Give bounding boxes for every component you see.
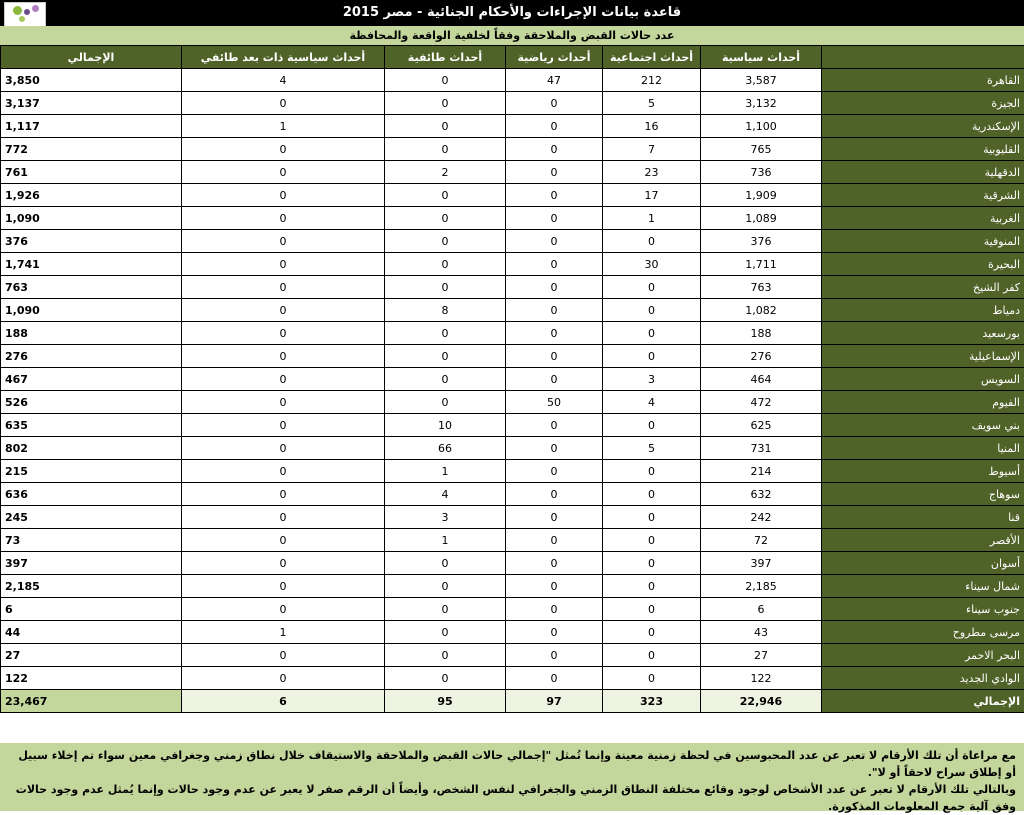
value-cell: 0 (385, 115, 506, 138)
table-row (1, 230, 1024, 253)
value-cell: 0 (182, 529, 385, 552)
value-cell: 276 (701, 345, 822, 368)
governorate-cell: الفيوم (822, 391, 1024, 414)
value-cell: 763 (701, 276, 822, 299)
value-cell: 0 (506, 598, 603, 621)
value-cell: 0 (385, 552, 506, 575)
value-cell: 0 (506, 437, 603, 460)
value-cell: 4 (182, 69, 385, 92)
value-cell: 0 (603, 230, 701, 253)
value-cell: 2 (385, 161, 506, 184)
value-cell: 17 (603, 184, 701, 207)
value-cell: 736 (701, 161, 822, 184)
value-cell: 1,711 (701, 253, 822, 276)
total-cell: 1,090 (1, 207, 182, 230)
table-row (1, 437, 1024, 460)
value-cell: 6 (701, 598, 822, 621)
total-cell: 467 (1, 368, 182, 391)
value-cell: 95 (385, 690, 506, 713)
total-cell: 27 (1, 644, 182, 667)
value-cell: 0 (506, 115, 603, 138)
value-cell: 0 (506, 230, 603, 253)
governorate-cell: بورسعيد (822, 322, 1024, 345)
value-cell: 0 (385, 345, 506, 368)
governorate-cell: دمياط (822, 299, 1024, 322)
value-cell: 0 (506, 506, 603, 529)
page-title: قاعدة بيانات الإجراءات والأحكام الجنائية - مصر 2015 (0, 0, 1024, 26)
value-cell: 0 (603, 460, 701, 483)
table-row (1, 575, 1024, 598)
value-cell: 1,089 (701, 207, 822, 230)
value-cell: 1 (385, 529, 506, 552)
value-cell: 0 (506, 138, 603, 161)
value-cell: 6 (182, 690, 385, 713)
column-header: أحداث رياضية (506, 46, 603, 69)
logo-dot-icon (19, 16, 25, 22)
value-cell: 0 (506, 575, 603, 598)
value-cell: 0 (603, 276, 701, 299)
total-row (1, 690, 1024, 713)
total-cell: 215 (1, 460, 182, 483)
table-subtitle: عدد حالات القبض والملاحقة وفقاً لخلفية الواقعة والمحافظة (0, 26, 1024, 45)
value-cell: 765 (701, 138, 822, 161)
governorate-cell: الدقهلية (822, 161, 1024, 184)
value-cell: 0 (385, 253, 506, 276)
total-cell: 2,185 (1, 575, 182, 598)
value-cell: 8 (385, 299, 506, 322)
data-table (0, 45, 1024, 713)
governorate-cell: قنا (822, 506, 1024, 529)
value-cell: 0 (385, 368, 506, 391)
value-cell: 0 (603, 621, 701, 644)
value-cell: 0 (506, 92, 603, 115)
value-cell: 23 (603, 161, 701, 184)
value-cell: 0 (506, 414, 603, 437)
value-cell: 0 (182, 483, 385, 506)
value-cell: 2,185 (701, 575, 822, 598)
governorate-cell: جنوب سيناء (822, 598, 1024, 621)
value-cell: 50 (506, 391, 603, 414)
value-cell: 0 (603, 667, 701, 690)
total-cell: 761 (1, 161, 182, 184)
value-cell: 0 (603, 575, 701, 598)
value-cell: 0 (385, 621, 506, 644)
value-cell: 0 (603, 322, 701, 345)
value-cell: 212 (603, 69, 701, 92)
table-row (1, 621, 1024, 644)
value-cell: 0 (182, 230, 385, 253)
value-cell: 16 (603, 115, 701, 138)
governorate-cell: المنيا (822, 437, 1024, 460)
governorate-cell: القاهرة (822, 69, 1024, 92)
value-cell: 1 (603, 207, 701, 230)
value-cell: 0 (506, 276, 603, 299)
table-row (1, 92, 1024, 115)
table-row (1, 644, 1024, 667)
total-cell: 73 (1, 529, 182, 552)
table-row (1, 368, 1024, 391)
value-cell: 0 (385, 322, 506, 345)
value-cell: 0 (506, 299, 603, 322)
value-cell: 464 (701, 368, 822, 391)
value-cell: 3,132 (701, 92, 822, 115)
footnote-line: وبالتالي تلك الأرقام لا تعبر عن عدد الأشخاص لوجود وقائع مختلفة النطاق الزمني والجغرافي لنفس الشخص، وأيضاً أن الرقم صفر لا يعبر عن عدم وجود حالات وإنما يُمثل عدم وجود حالات وفق آلية جمع المعلومات المذكورة. (8, 781, 1016, 815)
value-cell: 0 (603, 506, 701, 529)
total-cell: 763 (1, 276, 182, 299)
value-cell: 0 (182, 575, 385, 598)
governorate-cell: الإسماعيلية (822, 345, 1024, 368)
total-cell: 122 (1, 667, 182, 690)
value-cell: 0 (603, 483, 701, 506)
total-cell: 188 (1, 322, 182, 345)
value-cell: 0 (385, 644, 506, 667)
value-cell: 0 (182, 414, 385, 437)
table-row (1, 460, 1024, 483)
total-cell: 3,850 (1, 69, 182, 92)
value-cell: 0 (182, 460, 385, 483)
value-cell: 0 (182, 391, 385, 414)
value-cell: 47 (506, 69, 603, 92)
value-cell: 5 (603, 92, 701, 115)
value-cell: 0 (385, 207, 506, 230)
value-cell: 0 (506, 161, 603, 184)
governorate-cell: السويس (822, 368, 1024, 391)
value-cell: 0 (506, 184, 603, 207)
table-row (1, 69, 1024, 92)
value-cell: 731 (701, 437, 822, 460)
governorate-cell: الغربية (822, 207, 1024, 230)
value-cell: 0 (385, 230, 506, 253)
total-cell: 1,090 (1, 299, 182, 322)
table-row (1, 483, 1024, 506)
table-row (1, 207, 1024, 230)
table-row (1, 276, 1024, 299)
total-cell: 636 (1, 483, 182, 506)
total-cell: 772 (1, 138, 182, 161)
value-cell: 0 (506, 322, 603, 345)
governorate-cell: أسيوط (822, 460, 1024, 483)
value-cell: 397 (701, 552, 822, 575)
value-cell: 188 (701, 322, 822, 345)
value-cell: 625 (701, 414, 822, 437)
governorate-cell: شمال سيناء (822, 575, 1024, 598)
value-cell: 0 (385, 598, 506, 621)
value-cell: 0 (182, 161, 385, 184)
table-row (1, 414, 1024, 437)
total-cell: 245 (1, 506, 182, 529)
value-cell: 0 (182, 506, 385, 529)
footnote-line: مع مراعاة أن تلك الأرقام لا تعبر عن عدد المحبوسين في لحظة زمنية معينة وإنما تُمثل "إجمالي حالات القبض والملاحقة والاستيقاف خلال نطاق زمني وجغرافي معين سواء تم إخلاء سبيل أو إطلاق سراح لاحقاً أو لا". (8, 747, 1016, 781)
value-cell: 0 (506, 460, 603, 483)
value-cell: 632 (701, 483, 822, 506)
value-cell: 66 (385, 437, 506, 460)
total-cell: 1,741 (1, 253, 182, 276)
value-cell: 0 (385, 391, 506, 414)
table-row (1, 529, 1024, 552)
table-row (1, 299, 1024, 322)
value-cell: 30 (603, 253, 701, 276)
value-cell: 0 (506, 368, 603, 391)
value-cell: 22,946 (701, 690, 822, 713)
logo-dot-icon (13, 6, 22, 15)
total-cell: 397 (1, 552, 182, 575)
total-cell: 1,117 (1, 115, 182, 138)
column-header: الإجمالي (1, 46, 182, 69)
table-row (1, 115, 1024, 138)
table-row (1, 598, 1024, 621)
table-row (1, 667, 1024, 690)
value-cell: 0 (182, 644, 385, 667)
value-cell: 7 (603, 138, 701, 161)
table-row (1, 253, 1024, 276)
value-cell: 0 (182, 276, 385, 299)
value-cell: 122 (701, 667, 822, 690)
value-cell: 0 (506, 345, 603, 368)
value-cell: 3,587 (701, 69, 822, 92)
value-cell: 0 (385, 667, 506, 690)
value-cell: 1 (385, 460, 506, 483)
value-cell: 214 (701, 460, 822, 483)
governorate-cell: الإسكندرية (822, 115, 1024, 138)
value-cell: 0 (182, 138, 385, 161)
header-row (1, 46, 1024, 69)
governorate-cell: البحر الاحمر (822, 644, 1024, 667)
column-header: أحداث طائفية (385, 46, 506, 69)
value-cell: 10 (385, 414, 506, 437)
value-cell: 0 (603, 644, 701, 667)
value-cell: 0 (506, 552, 603, 575)
value-cell: 0 (182, 667, 385, 690)
header-corner (822, 46, 1024, 69)
total-cell: 3,137 (1, 92, 182, 115)
value-cell: 0 (506, 644, 603, 667)
value-cell: 0 (182, 299, 385, 322)
value-cell: 0 (182, 552, 385, 575)
column-header: أحداث سياسية ذات بعد طائفي (182, 46, 385, 69)
total-cell: 276 (1, 345, 182, 368)
value-cell: 472 (701, 391, 822, 414)
value-cell: 27 (701, 644, 822, 667)
value-cell: 1,100 (701, 115, 822, 138)
total-cell: 1,926 (1, 184, 182, 207)
value-cell: 0 (603, 552, 701, 575)
value-cell: 242 (701, 506, 822, 529)
governorate-cell: الجيزة (822, 92, 1024, 115)
value-cell: 0 (182, 184, 385, 207)
governorate-cell: المنوفية (822, 230, 1024, 253)
value-cell: 0 (506, 483, 603, 506)
value-cell: 0 (506, 667, 603, 690)
value-cell: 0 (385, 184, 506, 207)
governorate-cell: البحيرة (822, 253, 1024, 276)
value-cell: 0 (182, 253, 385, 276)
governorate-cell: الوادي الجديد (822, 667, 1024, 690)
total-cell: 802 (1, 437, 182, 460)
value-cell: 0 (385, 92, 506, 115)
total-cell: 526 (1, 391, 182, 414)
value-cell: 3 (385, 506, 506, 529)
governorate-cell: سوهاج (822, 483, 1024, 506)
value-cell: 376 (701, 230, 822, 253)
governorate-cell: الشرقية (822, 184, 1024, 207)
value-cell: 1 (182, 115, 385, 138)
value-cell: 0 (506, 253, 603, 276)
total-cell: 6 (1, 598, 182, 621)
value-cell: 0 (603, 414, 701, 437)
governorate-cell: كفر الشيخ (822, 276, 1024, 299)
table-row (1, 161, 1024, 184)
value-cell: 0 (385, 138, 506, 161)
footnote (0, 743, 1024, 811)
governorate-cell: الإجمالي (822, 690, 1024, 713)
total-cell: 376 (1, 230, 182, 253)
table-row (1, 184, 1024, 207)
value-cell: 97 (506, 690, 603, 713)
column-header: أحداث اجتماعية (603, 46, 701, 69)
value-cell: 1 (182, 621, 385, 644)
value-cell: 0 (603, 299, 701, 322)
governorate-cell: الأقصر (822, 529, 1024, 552)
total-cell: 23,467 (1, 690, 182, 713)
table-row (1, 322, 1024, 345)
value-cell: 4 (385, 483, 506, 506)
value-cell: 0 (182, 207, 385, 230)
value-cell: 0 (385, 575, 506, 598)
governorate-cell: مرسى مطروح (822, 621, 1024, 644)
governorate-cell: القليوبية (822, 138, 1024, 161)
table-row (1, 138, 1024, 161)
table-row (1, 345, 1024, 368)
value-cell: 0 (182, 322, 385, 345)
value-cell: 72 (701, 529, 822, 552)
value-cell: 0 (603, 598, 701, 621)
value-cell: 0 (182, 598, 385, 621)
value-cell: 0 (506, 529, 603, 552)
value-cell: 0 (603, 345, 701, 368)
logo-dot-icon (32, 5, 39, 12)
value-cell: 0 (506, 621, 603, 644)
value-cell: 0 (506, 207, 603, 230)
table-row (1, 506, 1024, 529)
value-cell: 0 (182, 368, 385, 391)
column-header: أحداث سياسية (701, 46, 822, 69)
value-cell: 4 (603, 391, 701, 414)
governorate-cell: أسوان (822, 552, 1024, 575)
value-cell: 43 (701, 621, 822, 644)
table-row (1, 552, 1024, 575)
value-cell: 0 (182, 437, 385, 460)
value-cell: 1,082 (701, 299, 822, 322)
logo-dot-icon (24, 9, 30, 15)
value-cell: 5 (603, 437, 701, 460)
value-cell: 0 (385, 69, 506, 92)
governorate-cell: بني سويف (822, 414, 1024, 437)
value-cell: 0 (385, 276, 506, 299)
value-cell: 0 (182, 345, 385, 368)
total-cell: 44 (1, 621, 182, 644)
value-cell: 3 (603, 368, 701, 391)
value-cell: 1,909 (701, 184, 822, 207)
table-row (1, 391, 1024, 414)
value-cell: 323 (603, 690, 701, 713)
value-cell: 0 (603, 529, 701, 552)
total-cell: 635 (1, 414, 182, 437)
value-cell: 0 (182, 92, 385, 115)
